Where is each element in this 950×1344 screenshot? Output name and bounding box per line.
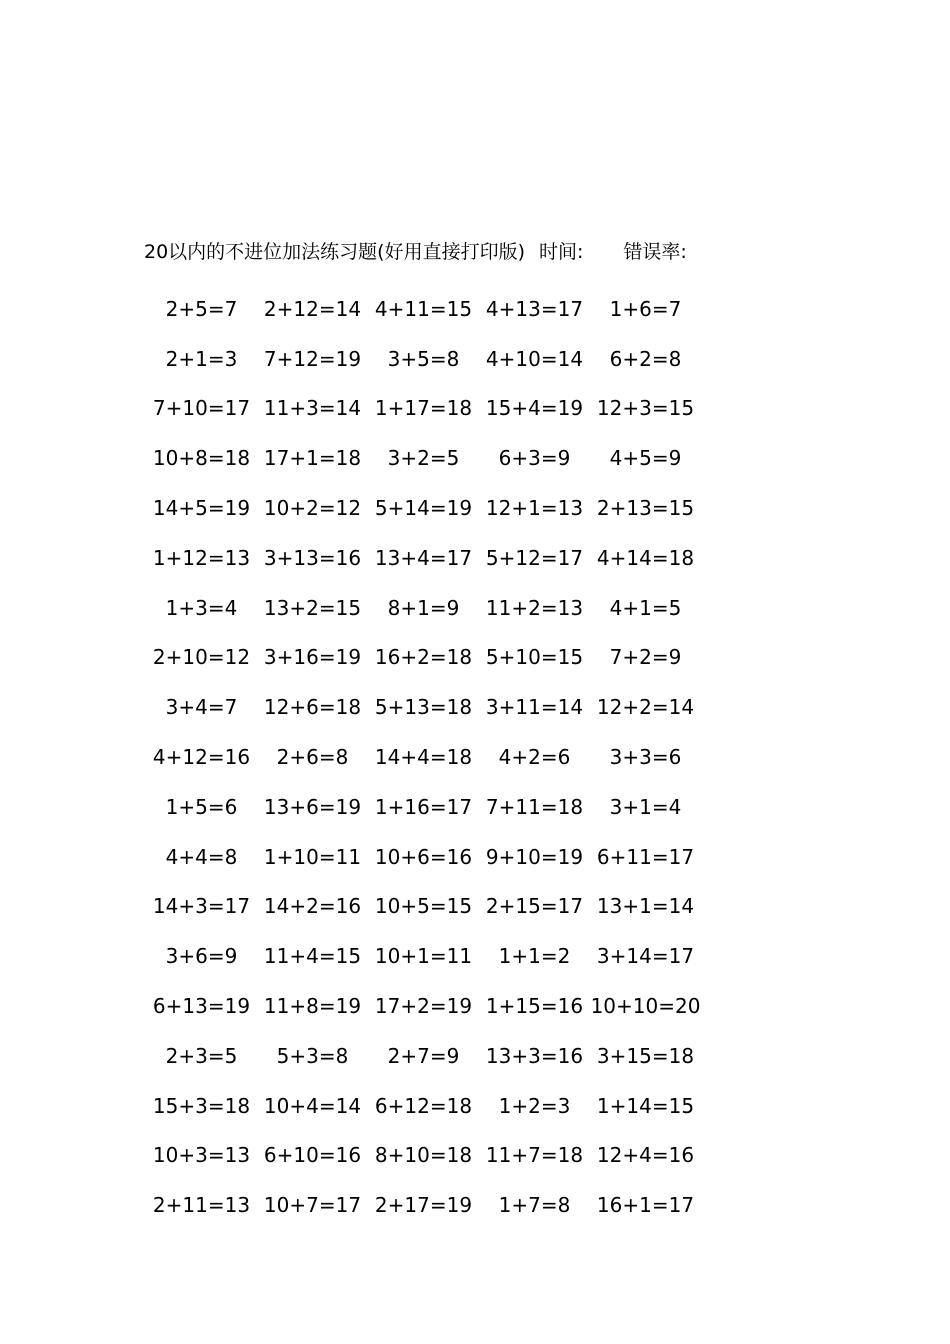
problem-item: 10+10=20 — [590, 994, 701, 1019]
problem-item: 7+11=18 — [485, 794, 584, 819]
problem-item: 6+11=17 — [596, 844, 695, 869]
problem-item: 7+12=19 — [263, 346, 362, 371]
problem-item: 2+11=13 — [152, 1193, 251, 1218]
problem-item: 4+12=16 — [152, 745, 251, 770]
problem-row — [146, 533, 706, 583]
problem-row — [146, 284, 706, 334]
problem-item: 1+17=18 — [374, 396, 473, 421]
problem-item: 5+10=15 — [485, 645, 584, 670]
problem-item: 1+16=17 — [374, 794, 473, 819]
worksheet-header — [144, 236, 687, 264]
problem-row — [146, 433, 706, 483]
problem-item: 4+11=15 — [374, 296, 473, 321]
problem-item: 2+17=19 — [374, 1193, 473, 1218]
problem-item: 1+14=15 — [596, 1093, 695, 1118]
problem-item: 4+13=17 — [485, 296, 584, 321]
problem-row — [146, 334, 706, 384]
problem-item: 13+3=16 — [485, 1043, 584, 1068]
problem-item: 12+4=16 — [596, 1143, 695, 1168]
problem-row — [146, 832, 706, 882]
problem-row — [146, 931, 706, 981]
problem-item: 1+7=8 — [498, 1193, 571, 1218]
problem-item: 4+10=14 — [485, 346, 584, 371]
problem-item: 2+10=12 — [152, 645, 251, 670]
problem-item: 10+8=18 — [152, 446, 251, 471]
problem-item: 5+14=19 — [374, 496, 473, 521]
problem-item: 2+7=9 — [387, 1043, 460, 1068]
problem-row — [146, 981, 706, 1031]
problem-item: 3+11=14 — [485, 695, 584, 720]
problem-item: 11+7=18 — [485, 1143, 584, 1168]
problem-item: 1+12=13 — [152, 545, 251, 570]
problem-item: 3+1=4 — [609, 794, 682, 819]
problem-item: 8+1=9 — [387, 595, 460, 620]
problem-item: 5+13=18 — [374, 695, 473, 720]
problem-item: 3+2=5 — [387, 446, 460, 471]
problem-item: 10+6=16 — [374, 844, 473, 869]
problem-item: 7+10=17 — [152, 396, 251, 421]
worksheet-title: 20以内的不进位加法练习题(好用直接打印版) — [144, 240, 526, 263]
problem-item: 1+15=16 — [485, 994, 584, 1019]
problem-item: 5+12=17 — [485, 545, 584, 570]
problem-row — [146, 483, 706, 533]
problem-grid — [146, 284, 706, 1230]
problem-item: 5+3=8 — [276, 1043, 349, 1068]
problem-item: 6+2=8 — [609, 346, 682, 371]
problem-item: 12+2=14 — [596, 695, 695, 720]
problem-item: 16+2=18 — [374, 645, 473, 670]
problem-item: 2+5=7 — [165, 296, 238, 321]
problem-item: 3+4=7 — [165, 695, 238, 720]
problem-item: 1+3=4 — [165, 595, 238, 620]
problem-item: 6+10=16 — [263, 1143, 362, 1168]
problem-item: 15+3=18 — [152, 1093, 251, 1118]
problem-item: 11+2=13 — [485, 595, 584, 620]
problem-item: 14+4=18 — [374, 745, 473, 770]
problem-item: 2+6=8 — [276, 745, 349, 770]
problem-item: 9+10=19 — [485, 844, 584, 869]
problem-item: 3+3=6 — [609, 745, 682, 770]
problem-item: 10+1=11 — [374, 944, 473, 969]
problem-item: 8+10=18 — [374, 1143, 473, 1168]
problem-item: 16+1=17 — [596, 1193, 695, 1218]
problem-item: 1+2=3 — [498, 1093, 571, 1118]
problem-item: 12+3=15 — [596, 396, 695, 421]
problem-row — [146, 1180, 706, 1230]
problem-item: 14+2=16 — [263, 894, 362, 919]
problem-item: 13+1=14 — [596, 894, 695, 919]
problem-item: 13+4=17 — [374, 545, 473, 570]
problem-item: 7+2=9 — [609, 645, 682, 670]
problem-item: 10+4=14 — [263, 1093, 362, 1118]
problem-item: 17+1=18 — [263, 446, 362, 471]
problem-row — [146, 583, 706, 633]
problem-item: 10+2=12 — [263, 496, 362, 521]
problem-row — [146, 384, 706, 434]
problem-item: 3+16=19 — [263, 645, 362, 670]
problem-item: 14+5=19 — [152, 496, 251, 521]
error-rate-label: 错误率: — [623, 240, 687, 263]
problem-item: 13+2=15 — [263, 595, 362, 620]
problem-item: 3+13=16 — [263, 545, 362, 570]
problem-item: 13+6=19 — [263, 794, 362, 819]
problem-item: 4+4=8 — [165, 844, 238, 869]
problem-item: 1+6=7 — [609, 296, 682, 321]
problem-item: 14+3=17 — [152, 894, 251, 919]
problem-item: 4+5=9 — [609, 446, 682, 471]
time-label: 时间: — [539, 240, 584, 263]
problem-item: 11+4=15 — [263, 944, 362, 969]
problem-item: 4+1=5 — [609, 595, 682, 620]
problem-row — [146, 1081, 706, 1131]
problem-item: 3+14=17 — [596, 944, 695, 969]
problem-row — [146, 1131, 706, 1181]
problem-item: 10+7=17 — [263, 1193, 362, 1218]
problem-item: 2+1=3 — [165, 346, 238, 371]
problem-item: 6+13=19 — [152, 994, 251, 1019]
problem-item: 2+12=14 — [263, 296, 362, 321]
problem-item: 15+4=19 — [485, 396, 584, 421]
problem-row — [146, 1031, 706, 1081]
problem-item: 17+2=19 — [374, 994, 473, 1019]
problem-item: 1+1=2 — [498, 944, 571, 969]
problem-item: 4+14=18 — [596, 545, 695, 570]
problem-item: 6+12=18 — [374, 1093, 473, 1118]
problem-item: 1+10=11 — [263, 844, 362, 869]
problem-item: 11+3=14 — [263, 396, 362, 421]
problem-row — [146, 782, 706, 832]
problem-item: 10+5=15 — [374, 894, 473, 919]
problem-item: 10+3=13 — [152, 1143, 251, 1168]
problem-row — [146, 732, 706, 782]
problem-item: 3+15=18 — [596, 1043, 695, 1068]
problem-item: 4+2=6 — [498, 745, 571, 770]
problem-item: 1+5=6 — [165, 794, 238, 819]
problem-item: 6+3=9 — [498, 446, 571, 471]
problem-item: 12+6=18 — [263, 695, 362, 720]
problem-item: 2+3=5 — [165, 1043, 238, 1068]
problem-row — [146, 682, 706, 732]
problem-item: 2+13=15 — [596, 496, 695, 521]
problem-item: 11+8=19 — [263, 994, 362, 1019]
problem-row — [146, 882, 706, 932]
problem-item: 2+15=17 — [485, 894, 584, 919]
problem-row — [146, 633, 706, 683]
problem-item: 3+5=8 — [387, 346, 460, 371]
problem-item: 12+1=13 — [485, 496, 584, 521]
problem-item: 3+6=9 — [165, 944, 238, 969]
